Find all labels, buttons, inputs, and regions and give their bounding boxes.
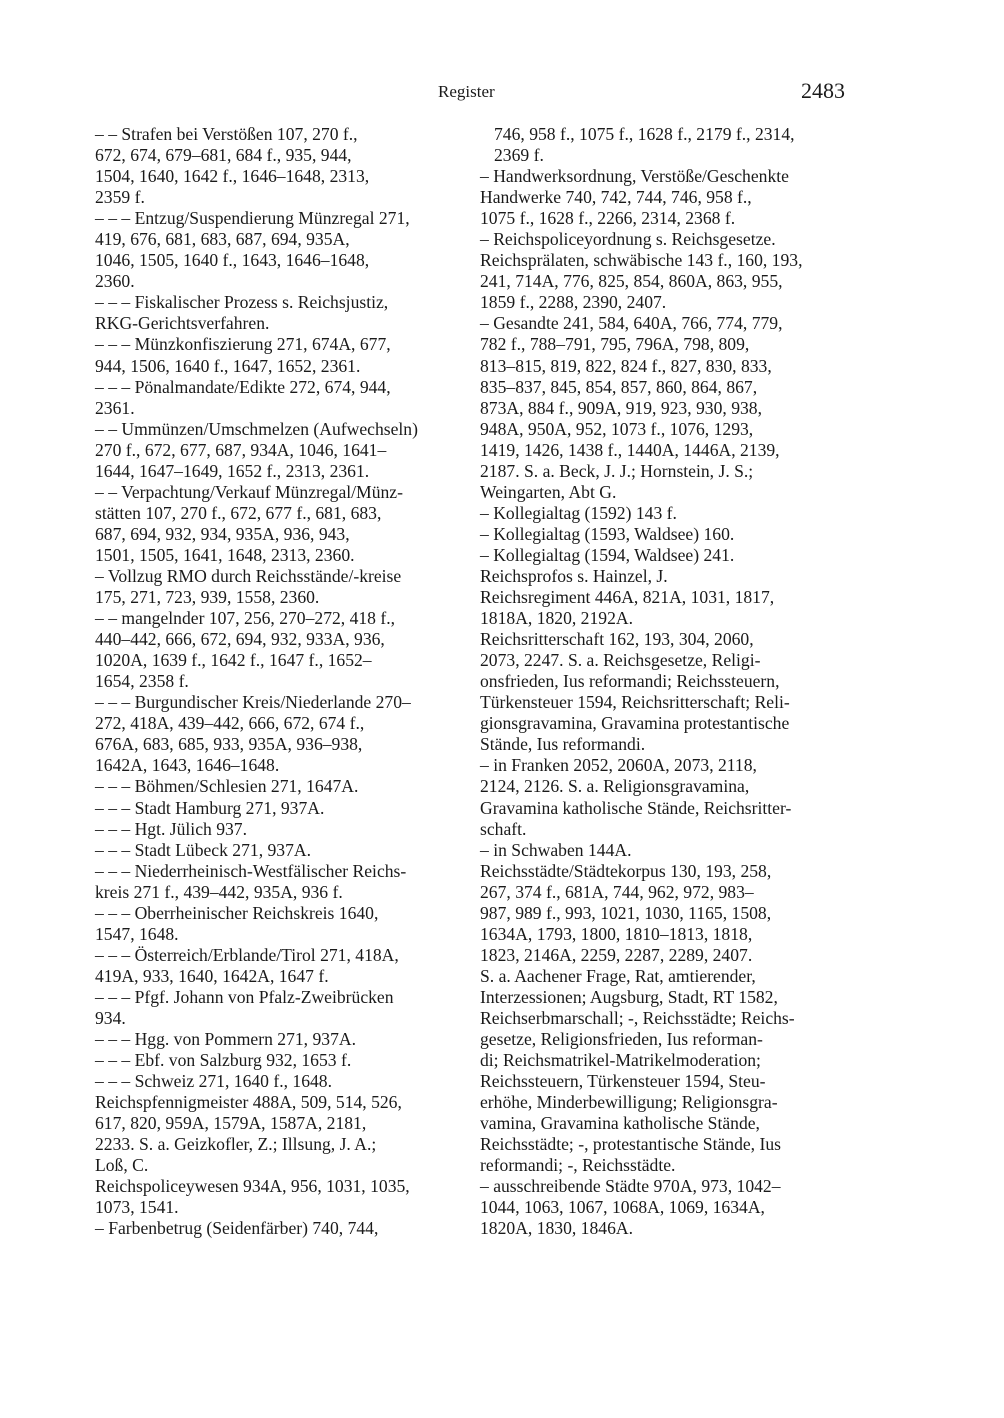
index-entry-line: – – – Schweiz 271, 1640 f., 1648. [95,1071,333,1092]
page-number: 2483 [801,78,845,103]
index-entry-line: 419, 676, 681, 683, 687, 694, 935A, [95,229,350,250]
index-entry-line: 1859 f., 2288, 2390, 2407. [480,292,667,313]
index-entry-line: – – – Entzug/Suspendierung Münzregal 271, [95,208,410,229]
index-entry-line: 1419, 1426, 1438 f., 1440A, 1446A, 2139, [480,439,780,460]
index-entry [480,840,852,861]
index-entry-line: – Reichspoliceyordnung s. Reichsgesetze. [480,229,776,250]
index-entry-line: – – – Niederrheinisch-Westfälischer Reichs- [95,860,407,881]
index-entry-line: – – – Ebf. von Salzburg 932, 1653 f. [95,1050,352,1071]
index-entry-line: – in Franken 2052, 2060A, 2073, 2118, [480,755,757,776]
index-entry-line: gionsgravamina, Gravamina protestantische [480,713,790,734]
index-entry-line: Türkensteuer 1594, Reichsritterschaft; Reli- [480,692,790,713]
index-entry-line: – Vollzug RMO durch Reichsstände/-kreise [95,565,402,586]
index-entry-line: 272, 418A, 439–442, 666, 672, 674 f., [95,713,365,734]
index-entry-line: – – – Österreich/Erblande/Tirol 271, 418A, [95,944,399,965]
index-entry [95,692,467,776]
index-entry-line: 1654, 2358 f. [95,671,189,692]
index-entry [480,524,852,545]
index-entry-line: onsfrieden, Ius reformandi; Reichssteuern, [480,671,780,692]
index-entry-line: 617, 820, 959A, 1579A, 1587A, 2181, [95,1113,367,1134]
index-entry [480,861,852,1177]
index-entry [95,419,467,482]
index-column-left [95,124,467,1239]
index-entry-line: 1644, 1647–1649, 1652 f., 2313, 2361. [95,460,370,481]
index-entry [95,292,467,334]
index-entry-line: – Kollegialtag (1592) 143 f. [480,502,677,523]
index-entry [480,503,852,524]
index-entry-line: Reichsregiment 446A, 821A, 1031, 1817, [480,587,775,608]
index-entry-line: 873A, 884 f., 909A, 919, 923, 930, 938, [480,397,762,418]
index-entry-line: 1823, 2146A, 2259, 2287, 2289, 2407. [480,944,753,965]
index-entry-line: Loß, C. [95,1155,149,1176]
index-entry [95,1029,467,1050]
index-entry-line: 672, 674, 679–681, 684 f., 935, 944, [95,145,352,166]
index-entry-line: 241, 714A, 776, 825, 854, 860A, 863, 955, [480,271,783,292]
index-entry-line: – – – Stadt Hamburg 271, 937A. [95,797,325,818]
index-entry [480,755,852,839]
index-entry [95,798,467,819]
index-entry-line: 440–442, 666, 672, 694, 932, 933A, 936, [95,629,385,650]
index-entry-line: 1075 f., 1628 f., 2266, 2314, 2368 f. [480,208,736,229]
index-entry-line: 270 f., 672, 677, 687, 934A, 1046, 1641– [95,439,387,460]
index-entry-line: 1642A, 1643, 1646–1648. [95,755,280,776]
index-entry-line: – Handwerksordnung, Verstöße/Geschenkte [480,166,789,187]
index-entry-line: 676A, 683, 685, 933, 935A, 936–938, [95,734,363,755]
index-entry-line: 746, 958 f., 1075 f., 1628 f., 2179 f., 2314, [494,124,795,144]
index-entry [95,608,467,692]
index-entry-line: Reichsprälaten, schwäbische 143 f., 160, 193, [480,250,803,271]
index-entry [95,208,467,292]
index-entry-line: 1504, 1640, 1642 f., 1646–1648, 2313, [95,166,370,187]
index-entry-line: schaft. [480,818,527,839]
index-entry-line: 1547, 1648. [95,923,179,944]
index-entry-line: Reichssteuern, Türkensteuer 1594, Steu- [480,1071,766,1092]
index-entry [480,587,852,629]
index-entry-line: 1073, 1541. [95,1197,179,1218]
index-entry-line: 1044, 1063, 1067, 1068A, 1069, 1634A, [480,1197,765,1218]
index-entry-line: – – – Hgg. von Pommern 271, 937A. [95,1029,356,1050]
index-entry-line: – – – Stadt Lübeck 271, 937A. [95,839,311,860]
index-entry [95,861,467,903]
index-entry [95,1071,467,1092]
index-entry-line: 2187. S. a. Beck, J. J.; Hornstein, J. S.; [480,460,754,481]
index-entry-line: 419A, 933, 1640, 1642A, 1647 f. [95,965,329,986]
index-entry-line: 2359 f. [95,187,145,208]
index-entry-line: 987, 989 f., 993, 1021, 1030, 1165, 1508, [480,902,772,923]
index-entry-line: Stände, Ius reformandi. [480,734,646,755]
index-entry-line: 835–837, 845, 854, 857, 860, 864, 867, [480,376,758,397]
index-entry [95,1092,467,1176]
index-entry [480,566,852,587]
index-entry [95,482,467,566]
index-entry-line: 1020A, 1639 f., 1642 f., 1647 f., 1652– [95,650,372,671]
index-entry-line: 2360. [95,271,135,292]
index-entry-line: 782 f., 788–791, 795, 796A, 798, 809, [480,334,750,355]
index-entry [95,1176,467,1218]
index-entry-line: RKG-Gerichtsverfahren. [95,313,270,334]
index-entry-line: Reichsstädte; -, protestantische Stände, Ius [480,1134,781,1155]
index-entry-line: – ausschreibende Städte 970A, 973, 1042– [480,1176,781,1197]
index-entry [95,377,467,419]
index-entry-line: 1046, 1505, 1640 f., 1643, 1646–1648, [95,250,370,271]
index-entry-line: – – – Hgt. Jülich 937. [95,818,247,839]
index-entry-line: Reichserbmarschall; -, Reichsstädte; Reichs- [480,1007,795,1028]
index-entry-line: 944, 1506, 1640 f., 1647, 1652, 2361. [95,355,361,376]
index-entry-line: vamina, Gravamina katholische Stände, [480,1113,760,1134]
index-entry-line: Reichsprofos s. Hainzel, J. [480,565,668,586]
index-entry-line: – – – Burgundischer Kreis/Niederlande 270– [95,692,411,713]
index-entry [480,229,852,250]
index-entry [480,166,852,229]
index-entry-line: stätten 107, 270 f., 672, 677 f., 681, 683, [95,502,382,523]
index-entry-line: 934. [95,1007,126,1028]
index-entry [95,776,467,797]
index-entry-line: – Farbenbetrug (Seidenfärber) 740, 744, [95,1218,379,1239]
index-entry [480,545,852,566]
index-entry-line: – Kollegialtag (1594, Waldsee) 241. [480,544,735,565]
index-entry [95,334,467,376]
index-entry-line: 175, 271, 723, 939, 1558, 2360. [95,587,320,608]
index-entry-line: 1501, 1505, 1641, 1648, 2313, 2360. [95,544,355,565]
index-entry-line: 1634A, 1793, 1800, 1810–1813, 1818, [480,923,753,944]
index-entry-line: Handwerke 740, 742, 744, 746, 958 f., [480,187,752,208]
index-entry [480,1176,852,1239]
index-entry-line: di; Reichsmatrikel-Matrikelmoderation; [480,1050,761,1071]
index-entry-line: Gravamina katholische Stände, Reichsritter- [480,797,792,818]
index-entry [95,987,467,1029]
index-entry-line: – – – Oberrheinischer Reichskreis 1640, [95,902,379,923]
index-entry-line: 2073, 2247. S. a. Reichsgesetze, Religi- [480,650,761,671]
index-entry-line: S. a. Aachener Frage, Rat, amtierender, [480,965,756,986]
index-entry [95,1050,467,1071]
index-entry-line: – Gesandte 241, 584, 640A, 766, 774, 779, [480,313,783,334]
index-entry-line: kreis 271 f., 439–442, 935A, 936 f. [95,881,343,902]
header-title: Register [438,82,495,101]
index-entry [480,250,852,313]
index-entry-line: 267, 374 f., 681A, 744, 962, 972, 983– [480,881,754,902]
index-entry-line: – – – Münzkonfiszierung 271, 674A, 677, [95,334,391,355]
index-entry [95,1218,467,1239]
index-entry-line: Reichsritterschaft 162, 193, 304, 2060, [480,629,754,650]
index-entry-line: – – Ummünzen/Umschmelzen (Aufwechseln) [95,418,418,439]
index-entry-line: – – – Pönalmandate/Edikte 272, 674, 944, [95,376,391,397]
index-entry-line: 2124, 2126. S. a. Religionsgravamina, [480,776,750,797]
index-entry-line: Weingarten, Abt G. [480,481,617,502]
index-entry-line: Reichspfennigmeister 488A, 509, 514, 526, [95,1092,402,1113]
index-entry-line: – – – Fiskalischer Prozess s. Reichsjustiz, [95,292,389,313]
index-entry [480,313,852,502]
index-entry-line: 2361. [95,397,135,418]
index-entry [95,566,467,608]
index-entry-line: – Kollegialtag (1593, Waldsee) 160. [480,523,735,544]
index-entry-line: erhöhe, Minderbewilligung; Religionsgra- [480,1092,778,1113]
index-entry [95,124,467,208]
index-entry-line: – – – Böhmen/Schlesien 271, 1647A. [95,776,359,797]
index-entry-line: 948A, 950A, 952, 1073 f., 1076, 1293, [480,418,754,439]
index-entry [95,903,467,945]
index-entry-line: 1818A, 1820, 2192A. [480,608,633,629]
index-entry [95,819,467,840]
index-entry-line: – in Schwaben 144A. [480,839,632,860]
index-entry-line: reformandi; -, Reichsstädte. [480,1155,676,1176]
index-entry-line: 687, 694, 932, 934, 935A, 936, 943, [95,523,350,544]
index-entry-line: gesetze, Religionsfrieden, Ius reforman- [480,1029,763,1050]
index-column-right [480,124,852,1239]
index-entry [95,840,467,861]
index-entry-line: 2369 f. [494,145,544,166]
index-entry-line: Reichspoliceywesen 934A, 956, 1031, 1035, [95,1176,410,1197]
index-entry [95,945,467,987]
index-entry-line: – – Strafen bei Verstößen 107, 270 f., [95,124,358,144]
index-entry [480,124,852,166]
index-entry-line: 2233. S. a. Geizkofler, Z.; Illsung, J. A.; [95,1134,377,1155]
index-entry [480,629,852,755]
index-entry-line: – – Verpachtung/Verkauf Münzregal/Münz- [95,481,403,502]
index-entry-line: – – mangelnder 107, 256, 270–272, 418 f., [95,608,396,629]
index-entry-line: 813–815, 819, 822, 824 f., 827, 830, 833, [480,355,772,376]
running-header [95,78,845,108]
index-entry-line: Interzessionen; Augsburg, Stadt, RT 1582, [480,986,778,1007]
index-entry-line: – – – Pfgf. Johann von Pfalz-Zweibrücken [95,986,394,1007]
index-entry-line: Reichsstädte/Städtekorpus 130, 193, 258, [480,860,772,881]
index-entry-line: 1820A, 1830, 1846A. [480,1218,633,1239]
